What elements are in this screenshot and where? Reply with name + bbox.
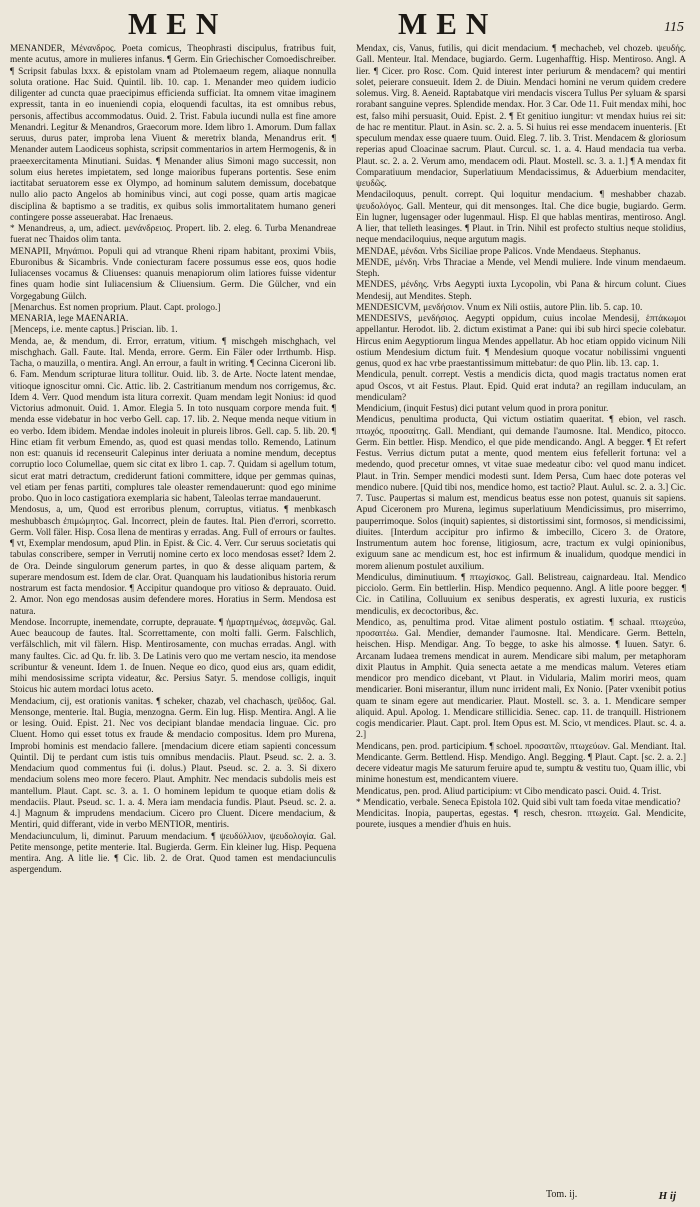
entry-mendose: Mendose. Incorrupte, inemendate, corrupte, deprauate. ¶ ἡμαρτημένως, ἀσεμνῶς. Gal. Auec beaucoup de fautes. Ital. Scorrettamente, con molti falli. Germ. Falschlich, verfälschlich, mit vil fälern. Hisp. Mentirosamente, con muchas erradas. Angl. with many faultes. Cic. ad Qu. fr. lib. 3. De Latinis vero quo me vertam nescio, ita mendose scribuntur & veneunt. Idem 1. de Inuen. Neque eo dico, quod eius ars, quam edidit, mihi mendosissime scripta videatur, &c. Persius Satyr. 5. mendose colligis, inquit Stoicus hic autem mordaci lotus aceto.: [10, 617, 336, 696]
right-column: [356, 44, 686, 832]
entry-menceps: [Menceps, i.e. mente captus.] Priscian. lib. 1.: [10, 325, 178, 336]
entry-mendaciunculum: Mendaciunculum, li, diminut. Paruum mendacium. ¶ ψευδύλλιον, ψευδολογία. Gal. Petite mensonge, petite menterie. Ital. Bugierda. Germ. Ein kleiner lug. Hisp. Pequena mentira. Ang. A litle lie. ¶ Cic. lib. 2. de Orat. Quod tamen est mendaciunculis aspergendum.: [10, 831, 336, 876]
volume-mark: Tom. ij.: [546, 1189, 578, 1200]
entry-mendicatus: Mendicatus, pen. prod. Aliud participium: vt Cibo mendicato pasci. Ouid. 4. Trist.: [356, 786, 662, 797]
entry-mendico: Mendico, as, penultima prod. Vitae aliment postulo ostiatim. ¶ schaal. πτωχεύω, προσαιτέω. Gal. Mendier, demander l'aumosne. Ital. Mendicare. Germ. Betteln, heischen. Hisp. Mendigar. Ang. To begge, to aske his almosse. ¶ Iuuen. Satyr. 6. Arcanam Iudaea tremens mendicat in aurem. Mendicare sibi malum, per metaphoram dixit Plautus in Amphit. Quia senecta aetate a me mendicas malum. Veteres etiam mendicor pro mendico dicebant, vt Plaut. in Vidularia, Malim moriri meos, quam mendicarier. Boni miserantur, illum nunc irrident mali, Ex Nonio. [Pater vxenibit potius quam te sinam egere aut mendicarier. Plaut. Mostell. sc. 3. a. 1. Mendicare semper aliquid. Apul. Apolog. 1. Mendicare stillicidia. Senec. cap. 11. de tranquill. Histrionem cogis mendicarier. Plaut. Capt. prol. Item Opus est. M. Scio, vt mendices. Plaut. sc. 4. a. 2.]: [356, 617, 686, 741]
entry-menda: Menda, ae, & mendum, di. Error, erratum, vitium. ¶ mischgeh mischghach, vel mischghach. Gall. Faute. Ital. Menda, errore. Germ. Ein Fäler oder Irrthumb. Hisp. Tacha, o mauzilla, o mentira. Angl. An errour, a fault in writing. ¶ Cecinna Ciceroni lib. 6. Fam. Mendum scripturae litura tollitur. Ouid. lib. 3. de Arte. Nocte latent mendae, vitioque ignoscitur omni. Cic. Attic. lib. 2. Castritianum mendum nos corrigemus, &c. Idem 4. Verr. Quod mendum ista litura correxit. Quam mendam legit Nonius: id quod Victorius admonuit. Ouid. 1. Amor. Elegia 5. In toto nusquam corpore menda fuit. ¶ menda esse videbatur in hoc verbo Gell. cap. 17. lib. 2. Neque menda neque vitium in eo verbo. Idem ibidem. Mendae indoles inoleuit in plureis libros. Gell. cap. 5. lib. 20. ¶ Hinc etiam fit verbum Emendo, as, quod est quasi mendas tollo. Remendo, Latinum non est: quanuis id recenseurit Calepinus inter deriuata a nomine mendum, deceptus corruptio loco Columellae, quem sic citat ex libro 1. cap. 7. Quidam si agellum totum, sicut erat matri detractum, crediderunt fationi committere, idque per gemmas quinas, vel etiam per fenas partiti, complures tale oleaster remendauerunt: quod ego minime probo. Quo in loco castigatiora exemplaria sic habent, Taleolas terrae mandauerunt.: [10, 336, 336, 504]
entry-mendae: MENDAE, μένδαι. Vrbs Siciliae prope Palicos. Vnde Mendaeus. Stephanus.: [356, 246, 641, 257]
running-head-left: MEN: [128, 6, 228, 41]
entry-menandreus: * Menandreus, a, um, adiect. μενάνδρειος. Propert. lib. 2. eleg. 6. Turba Menandreae fuerat nec Thaidos olim tanta.: [10, 224, 336, 246]
entry-mendaciloquus: Mendaciloquus, penult. corrept. Qui loquitur mendacium. ¶ meshabber chazab. ψευδολόγος. Gall. Menteur, qui dit mensonges. Ital. Che dice bugie, bugiardo. Germ. Ein lugner, lugensager oder lugenmaul. Hisp. El que hablas mentiras, mentiroso. Angl. A lier, that telleth leasinges. ¶ Plaut. in Trin. Nihil est profecto stultius neque stolidius, neque mendaciloquius, neque argutum magis.: [356, 190, 686, 246]
signature-mark: H ij: [658, 1190, 676, 1202]
page-number: 115: [664, 20, 684, 35]
entry-mendesius: MENDESIVS, μενδήσιος. Aegypti oppidum, cuius incolae Mendesij, ἑπτάκωμοι appellantur. Herodot. lib. 2. dictum existimat a Pane: qui ibi sub hirci specie colebatur. Hircus enim Aegyptiorum lingua Mendes appellatur. Ab hoc etiam oppido vicinum Nili ostium Mendesium dictum fuit. ¶ Mendesium quoque vocatur nobilissimi vnguenti genus, quod ex hac vrbe praestantissimum mittebatur: de quo Plin. lib. 13. cap. 1.: [356, 314, 686, 369]
entry-mendes: MENDES, μένδης. Vrbs Aegypti iuxta Lycopolin, vbi Pana & hircum colunt. Ciues Mendesij, aut Mendites. Steph.: [356, 280, 686, 302]
entry-mendicans: Mendicans, pen. prod. participium. ¶ schoel. προσαιτῶν, πτωχεύων. Gal. Mendiant. Ital. Mendicante. Germ. Bettlend. Hisp. Mendigo. Angl. Begging. ¶ Plaut. Capt. [sc. 2. a. 2.] decere videatur magis Me saturum feruire apud te, sumptu & vestitu tuo, Quam illic, vbi minime honestum est, mendicantem viuere.: [356, 741, 686, 786]
entry-mendicula: Mendicula, penult. corrept. Vestis a mendicis dicta, quod magis tractatus nomen erat apud Oscos, vt ait Festus. Plaut. Epid. Quid erat induta? an regillam induculam, an mendiculam?: [356, 370, 686, 403]
entry-mendacium: Mendacium, cij, est orationis vanitas. ¶ scheker, chazab, vel chachasch, ψεῦδος. Gal. Mensonge, menterie. Ital. Bugia, menzogna. Germ. Ein lug. Hisp. Mentira. Angl. A lie or lesing. Ouid. Epist. 21. Nec vos decipiant blandae mendacia linguae. Cic. pro Cluent. Homo qui esset totus ex fraude & mendacio compositus. Idem pro Murena, Improbi hominis est mendacio fallere. [mendacium dicere etiam sapienti concessum Quintil. Dij te perdant cum istis tuis omnibus mendaciis. Plaut. Pseud. sc. 2. a. 3. Mendacium quod commentus fui (i. dolus.) Plaut. Pseud. sc. 2. a. 3. Si dixero mendacium solens meo more fecero. Plaut. Amphitr. Nec mendacis subdolis meis est mantellum. Plaut. Capt. sc. 3. a. 1. O hominem lepidum te quoque etiam dolis & mendaciis. Plaut. Pseud. sc. 1. a. 4. Mera iam mendacia fundis. Plaut. Pseud. sc. 2. a. 4.] Magnum & imprudens mendacium. Cicero pro Cluent. Dicere mendacium, & Mentiri, quid differant, vide in verbo MENTIOR, mentiris.: [10, 696, 336, 831]
entry-mendax: Mendax, cis, Vanus, futilis, qui dicit mendacium. ¶ mechacheb, vel chozeb. ψευδής. Gall. Menteur. Ital. Mendace, bugiardo. Germ. Lugenhafftig. Hisp. Mentiroso. Angl. A lier. ¶ Cicer. pro Rosc. Com. Quid interest inter periurum & mendacem? qui mentiri solet, peierare consueuit. Idem 2. de Diuin. Mendaci homini ne verum quidem credere solemus. Virg. 8. Aeneid. Raptabatque viri mendacis viscera Tullus Per syluam & sparsi rorabant sanguine vepres. Splendide mendax. Hor. 3 Car. Ode 11. Fuit mendax mihi, hoc est, falso mihi persuasit, Ouid. Epist. 2. ¶ Et genitiuo iungitur: vt mendax huius rei sit: de hac re mentitur. Plaut. in Asin. sc. 2. a. 5. Si huius rei esse mendacem inuenteris. [Et speculum mendax esse quaere tuum. Ouid. Eleg. 7. lib. 3. Trist. Mendacem & gloriosum reperias apud Cloacinae sacrum. Plaut. Curcul. sc. 1. a. 4. Haud mendacia tua verba. Plaut. sc. 2. a. 2. Verum amo, mendacem odi. Plaut. Mostell. sc. 3. a. 1.] ¶ A mendax fit Comparatiuum mendacior, Superlatiuum Mendacissimus, & Aduerbium mendaciter, ψευδῶς.: [356, 44, 686, 189]
entry-mendicus: Mendicus, penultima producta, Qui victum ostiatim quaeritat. ¶ ebion, vel rasch. πτωχός, προσαίτης. Gall. Mendiant, qui demande l'aumosne. Ital. Mendico, pitocco. Germ. Ein bettler. Hisp. Mendico, el que pide mendicando. Angl. A begger. ¶ Et refert Festus. Verrius dictum putat a mente, quod mentem eius fefellerit fortuna: vel a medendo, quod precetur omnes, vt vitae suae medeatur cibo: vel quod manu indicet. Plaut. in Trin. Semper mendici modesti sunt. Idem Persa, Cum haec dote poteras vel mendico nubere. [Quid tibi nos, mendice homo, est tactio? Plaut. Aulul. sc. 2. a. 3.] Cic. 7. Tusc. Paupertas si malum est, mendicus beatus esse non potest, quanuis sit sapiens. Apud Ciceronem pro Murena, legimus superlatiuum Mendicissimus, pro miserrimo, pauperrimoque. Solos (inquit) sapientes, si distortissimi sint, formosos, si mendicissimi, diuites. [Interdum accipitur pro infirmo & imbecillo, Cicero 3. de Oratore, Instrumentum autem hoc forense, litigiosum, acre, tractum ex vulgi opinionibus, exiguum sane ac mendicum est, hoc est infirmum & inualidum, quodque mendici in morem alienum postulet auxilium.: [356, 415, 686, 572]
entry-mendicitas: Mendicitas. Inopia, paupertas, egestas. ¶ resch, chesron. πτωχεία. Gal. Mendicite, pourete, iusques a mendier d'huis en huis.: [356, 809, 686, 831]
running-head: [0, 6, 700, 46]
entry-menarchus: [Menarchus. Est nomen proprium. Plaut. Capt. prologo.]: [10, 302, 221, 313]
entry-menapii: MENAPII, Μηνάπιοι. Populi qui ad vtranque Rheni ripam habitant, proximi Vbiis, Eburonibus & Sicambris. Vnde coniecturam facere possumus esse eos, quos hodie Iuliacenses vocamus & Cliuenses: quanuis menapiorum olim latiores fuisse videntur fines quam hodie sint Iuliacensium & Cliuensium. Germ. Die Gülcher, vnd ein Vorgegabung Gülch.: [10, 246, 336, 302]
entry-mendicatio: * Mendicatio, verbale. Seneca Epistola 102. Quid sibi vult tam foeda vitae mendicatio?: [356, 797, 681, 808]
entry-mendesicum: MENDESICVM, μενδήσιον. Vnum ex Nili ostiis, autore Plin. lib. 5. cap. 10.: [356, 302, 643, 313]
left-column: [10, 44, 336, 877]
entry-mendosus: Mendosus, a, um, Quod est erroribus plenum, corruptus, vitiatus. ¶ menbkasch meshubbasch ἐπιμώμητος. Gal. Incorrect, plein de fautes. Ital. Pien d'errori, scorretto. Germ. Voll fäler. Hisp. Cosa llena de mentiras y erradas. Ang. Full of errours or faultes. ¶ vt, Exemplar mendosum, apud Plin. in Epist. & Cic. 4. Verr. Cur seruus societatis qui tabulas conscribere, semper in Verrutij nomine certo ex loco mendosas esset? Idem 2. de Ora. Deinde singulorum generum partes, in quo & desse aliquam partem, & superare mendosum est. Idem de clar. Orat. Quanquam his laudationibus historia rerum nostrarum est facta mendosior. ¶ Accipitur quandoque pro vitioso & deprauato. Ouid. 2. Amor. Non ego mendosas ausim defendere mores. Horatius in Serm. Mendosa est natura.: [10, 505, 336, 617]
entry-menander: MENANDER, Μένανδρος. Poeta comicus, Theophrasti discipulus, fratribus fuit, mente acutus, amore in mulieres infanus. ¶ Germ. Ein Griechischer Comoedischreiber. ¶ Scripsit fabulas lxxx. & epistolam vnam ad Ptolemaeum regem, aliaque nonnulla soluta oratione. Hac Suid. Quintil. lib. 10. cap. 1. Menander meo quidem iudicio diligenter ad cuncta quae praecipimus efficienda sufficiat. Ita omnem vitae imaginem expressit, tanta in eo inueniendi copia, eloquendi facultas, ita est omnibus rebus, personis, affectibus accommodatus. Ouid. 2. Trist. Fabula iucundi nulla est fine amore Menandri. Legitur & Menandros, Graecorum more. Idem libro 1. Amorum. Dum fallax seruus, durus pater, improba lena Viuent & meretrix blanda, Menandrus erit. ¶ Menander autem Laodiceus sophista, scripsit commentarios in artem Hermogenis, & in praeexercitamenta Minutiani. Suidas. ¶ Menander alius Simoni mago successit, non solum eius heretes impietatem, sed longe maioribus fuperans portentis. Sese enim iactitabat seruatorem esse ex Olympo, ad hominum salutem demissum, docebatque nullo alio pacto Angelos ab hominibus vinci, aut cogi posse, quam artis magicae disciplina & baptismo a se traditis, ex quibus solis immortalitatem humano generi contingere posse asseuerabat. Hac Irenaeus.: [10, 44, 336, 223]
entry-menaria: MENARIA, lege MAENARIA.: [10, 314, 129, 324]
entry-mende: MENDE, μένδη. Vrbs Thraciae a Mende, vel Mendi muliere. Inde vinum mendaeum. Steph.: [356, 257, 686, 279]
entry-mendiculus: Mendiculus, diminutiuum. ¶ πτωχίσκος. Gall. Belistreau, caignardeau. Ital. Mendico picciolo. Germ. Ein bettlerlin. Hisp. Mendico pequenno. Angl. A litle poore begger. ¶ Cic. in Catilina, Colluuium ex senibus desperatis, ex agresti luxuria, ex rusticis mendiculis, ex decoctoribus, &c.: [356, 572, 686, 617]
entry-mendicium: Mendicium, (inquit Festus) dici putant velum quod in prora ponitur.: [356, 404, 609, 414]
running-head-right: MEN: [398, 6, 498, 41]
